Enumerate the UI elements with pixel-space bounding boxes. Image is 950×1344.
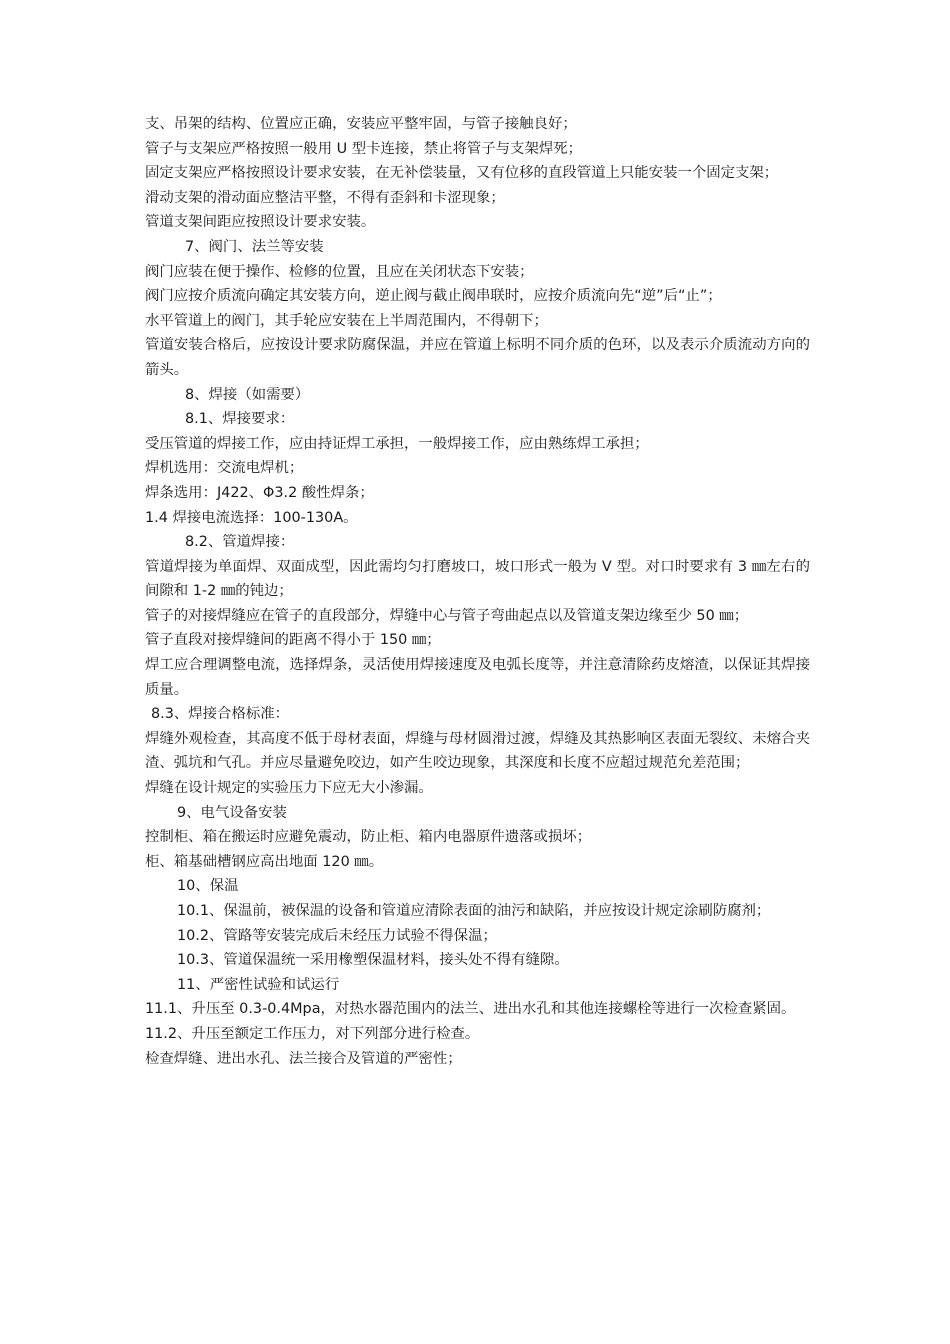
paragraph-no-leakage: 焊缝在设计规定的实验压力下应无大小渗漏。	[145, 780, 433, 797]
heading-pipe-welding: 8.2、管道焊接：	[185, 534, 295, 551]
document-body	[145, 112, 810, 1071]
paragraph-valve-handwheel: 水平管道上的阀门，其手轮应安装在上半周范围内，不得朝下；	[145, 312, 548, 329]
paragraph-sliding-support: 滑动支架的滑动面应整洁平整，不得有歪斜和卡涩现象；	[145, 189, 505, 206]
paragraph-cabinet-transport: 控制柜、箱在搬运时应避免震动，防止柜、箱内电器原件遗落或损坏；	[145, 829, 592, 846]
heading-electrical: 9、电气设备安装	[177, 804, 287, 821]
paragraph-welding-quality: 焊工应合理调整电流，选择焊条，灵活使用焊接速度及电弧长度等，并注意清除药皮熔渣，以保证其焊接质量。	[145, 657, 810, 698]
heading-welding: 8、焊接（如需要）	[185, 386, 310, 403]
paragraph-electrode: 焊条选用：J422、Φ3.2 酸性焊条；	[145, 484, 374, 501]
paragraph-insulation-material: 10.3、管道保温统一采用橡塑保温材料，接头处不得有缝隙。	[177, 952, 569, 969]
heading-welding-requirements: 8.1、焊接要求：	[185, 411, 295, 428]
paragraph-insulation-pressure: 10.2、管路等安装完成后未经压力试验不得保温；	[177, 927, 497, 944]
heading-tightness-test: 11、严密性试验和试运行	[177, 976, 340, 993]
paragraph-certified-welder: 受压管道的焊接工作，应由持证焊工承担，一般焊接工作，应由熟练焊工承担；	[145, 435, 649, 452]
paragraph-check-tightness: 检查焊缝、进出水孔、法兰接合及管道的严密性；	[145, 1050, 462, 1067]
paragraph-anticorrosion: 管道安装合格后，应按设计要求防腐保温，并应在管道上标明不同介质的色环，以及表示介质流动方向的箭头。	[145, 337, 810, 378]
paragraph-valve-position: 阀门应装在便于操作、检修的位置，且应在关闭状态下安装；	[145, 263, 534, 280]
heading-valve-flange: 7、阀门、法兰等安装	[185, 238, 324, 255]
paragraph-groove: 管道焊接为单面焊、双面成型，因此需均匀打磨坡口，坡口形式一般为 V 型。对口时要求有 3 ㎜左右的间隙和 1-2 ㎜的钝边；	[145, 558, 810, 600]
heading-insulation: 10、保温	[177, 878, 239, 895]
paragraph-valve-direction: 阀门应按介质流向确定其安装方向，逆止阀与截止阀串联时，应按介质流向先“逆”后“止”；	[145, 288, 722, 305]
paragraph-welder-machine: 焊机选用：交流电焊机；	[145, 460, 304, 477]
paragraph-insulation-prep: 10.1、保温前，被保温的设备和管道应清除表面的油污和缺陷，并应按设计规定涂刷防腐剂；	[177, 903, 771, 919]
paragraph-pressurize-low: 11.1、升压至 0.3-0.4Mpa，对热水器范围内的法兰、进出水孔和其他连接螺栓等进行一次检查紧固。	[145, 1001, 796, 1018]
paragraph-fixed-support: 固定支架应严格按照设计要求安装，在无补偿装量，又有位移的直段管道上只能安装一个固定支架；	[145, 165, 779, 182]
paragraph-u-clamp: 管子与支架应严格按照一般用 U 型卡连接，禁止将管子与支架焊死；	[145, 140, 583, 157]
paragraph-weld-distance: 管子直段对接焊缝间的距离不得小于 150 ㎜；	[145, 632, 441, 649]
heading-welding-standard: 8.3、焊接合格标准：	[151, 706, 290, 723]
paragraph-current: 1.4 焊接电流选择：100-130A。	[145, 509, 358, 526]
paragraph-butt-weld-position: 管子的对接焊缝应在管子的直段部分，焊缝中心与管子弯曲起点以及管道支架边缘至少 50 ㎜；	[145, 607, 749, 624]
paragraph-pressurize-rated: 11.2、升压至额定工作压力，对下列部分进行检查。	[145, 1025, 480, 1042]
paragraph-support-spacing: 管道支架间距应按照设计要求安装。	[145, 214, 376, 231]
paragraph-support-structure: 支、吊架的结构、位置应正确，安装应平整牢固，与管子接触良好；	[145, 116, 577, 132]
paragraph-cabinet-base: 柜、箱基础槽钢应高出地面 120 ㎜。	[145, 853, 384, 870]
paragraph-visual-inspection: 焊缝外观检查，其高度不低于母材表面，焊缝与母材圆滑过渡，焊缝及其热影响区表面无裂纹、未熔合夹渣、弧坑和气孔。并应尽量避免咬边，如产生咬边现象，其深度和长度不应超过规范允差范围；	[145, 730, 810, 772]
